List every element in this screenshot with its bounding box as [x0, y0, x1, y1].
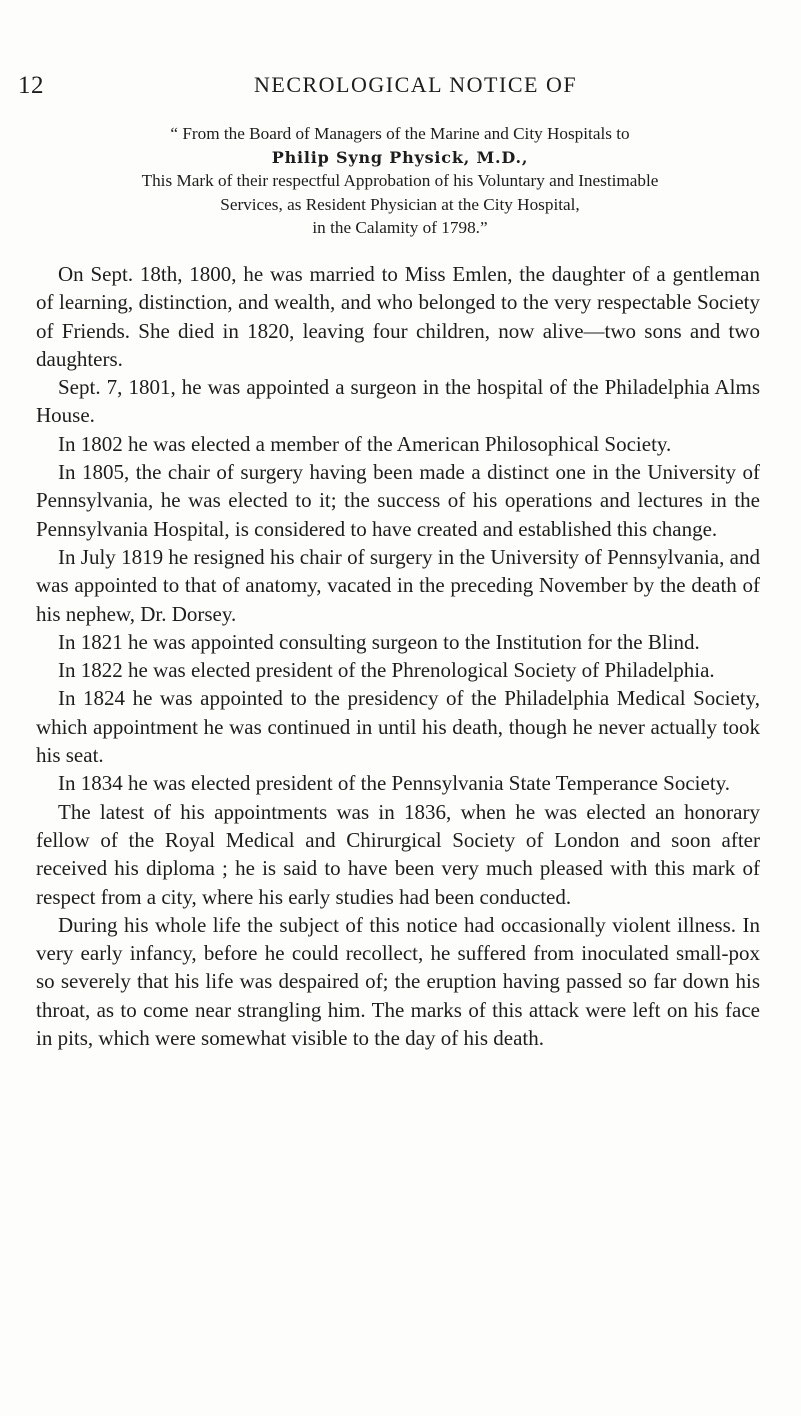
dedication-inscription [40, 122, 760, 240]
paragraph-institution-blind: In 1821 he was appointed consulting surgeon to the Institution for the Blind. [58, 629, 700, 654]
paragraph-chair-of-anatomy: In July 1819 he resigned his chair of surgery in the University of Pennsylvania, and was appointed to that of anatomy, vacated in the preceding November by the death of his nephew, Dr. Dorsey. [36, 544, 760, 626]
paragraph-marriage: On Sept. 18th, 1800, he was married to Miss Emlen, the daughter of a gentleman of learning, distinction, and wealth, and who belonged to the very respectable Society of Friends. She died in 1820, leaving four children, now alive—two sons and two daughters. [36, 262, 760, 371]
paragraph-royal-society: The latest of his appointments was in 1836, when he was elected an honorary fellow of the Royal Medical and Chirurgical Society of London and soon after received his diploma ; he is said to have been very much pleased with this mark of respect from a city, where his early studies had been conducted. [36, 799, 760, 909]
running-head [18, 72, 578, 102]
dedication-line-1: “ From the Board of Managers of the Marine and City Hospitals to [170, 124, 630, 143]
dedication-line-3: This Mark of their respectful Approbation of his Voluntary and Inestimable [141, 171, 659, 190]
paragraph-illness: During his whole life the subject of this notice had occasionally violent illness. In very early infancy, before he could recollect, he suffered from inoculated small-pox so severely that his life was despaired of; the eruption having passed so far down his throat, as to come near strangling him. The marks of this attack were left on his face in pits, which were somewhat visible to the day of his death. [36, 912, 760, 1051]
body-text [36, 260, 760, 1052]
running-head-title: NECROLOGICAL NOTICE OF [254, 72, 578, 97]
paragraph-philosophical-society: In 1802 he was elected a member of the American Philosophical Society. [58, 431, 672, 456]
paragraph-chair-of-surgery: In 1805, the chair of surgery having been made a distinct one in the University of Pennsylvania, he was elected to it; the success of his operations and lectures in the Pennsylvania Hospital, is considered to have created and established this change. [36, 460, 760, 541]
paragraph-temperance-society: In 1834 he was elected president of the Pennsylvania State Temperance Society. [58, 771, 731, 796]
dedication-line-4: Services, as Resident Physician at the City Hospital, [220, 194, 580, 214]
dedication-line-5: in the Calamity of 1798.” [312, 218, 488, 237]
paragraph-medical-society: In 1824 he was appointed to the presidency of the Philadelphia Medical Society, which appointment he was continued in until his death, though he never actually took his seat. [36, 686, 760, 768]
paragraph-alms-house: Sept. 7, 1801, he was appointed a surgeon in the hospital of the Philadelphia Alms House. [36, 375, 760, 428]
paragraph-phrenological-society: In 1822 he was elected president of the Phrenological Society of Philadelphia. [58, 658, 715, 683]
page-number: 12 [18, 72, 44, 99]
dedication-name: Philip Syng Physick, M.D., [271, 147, 529, 167]
